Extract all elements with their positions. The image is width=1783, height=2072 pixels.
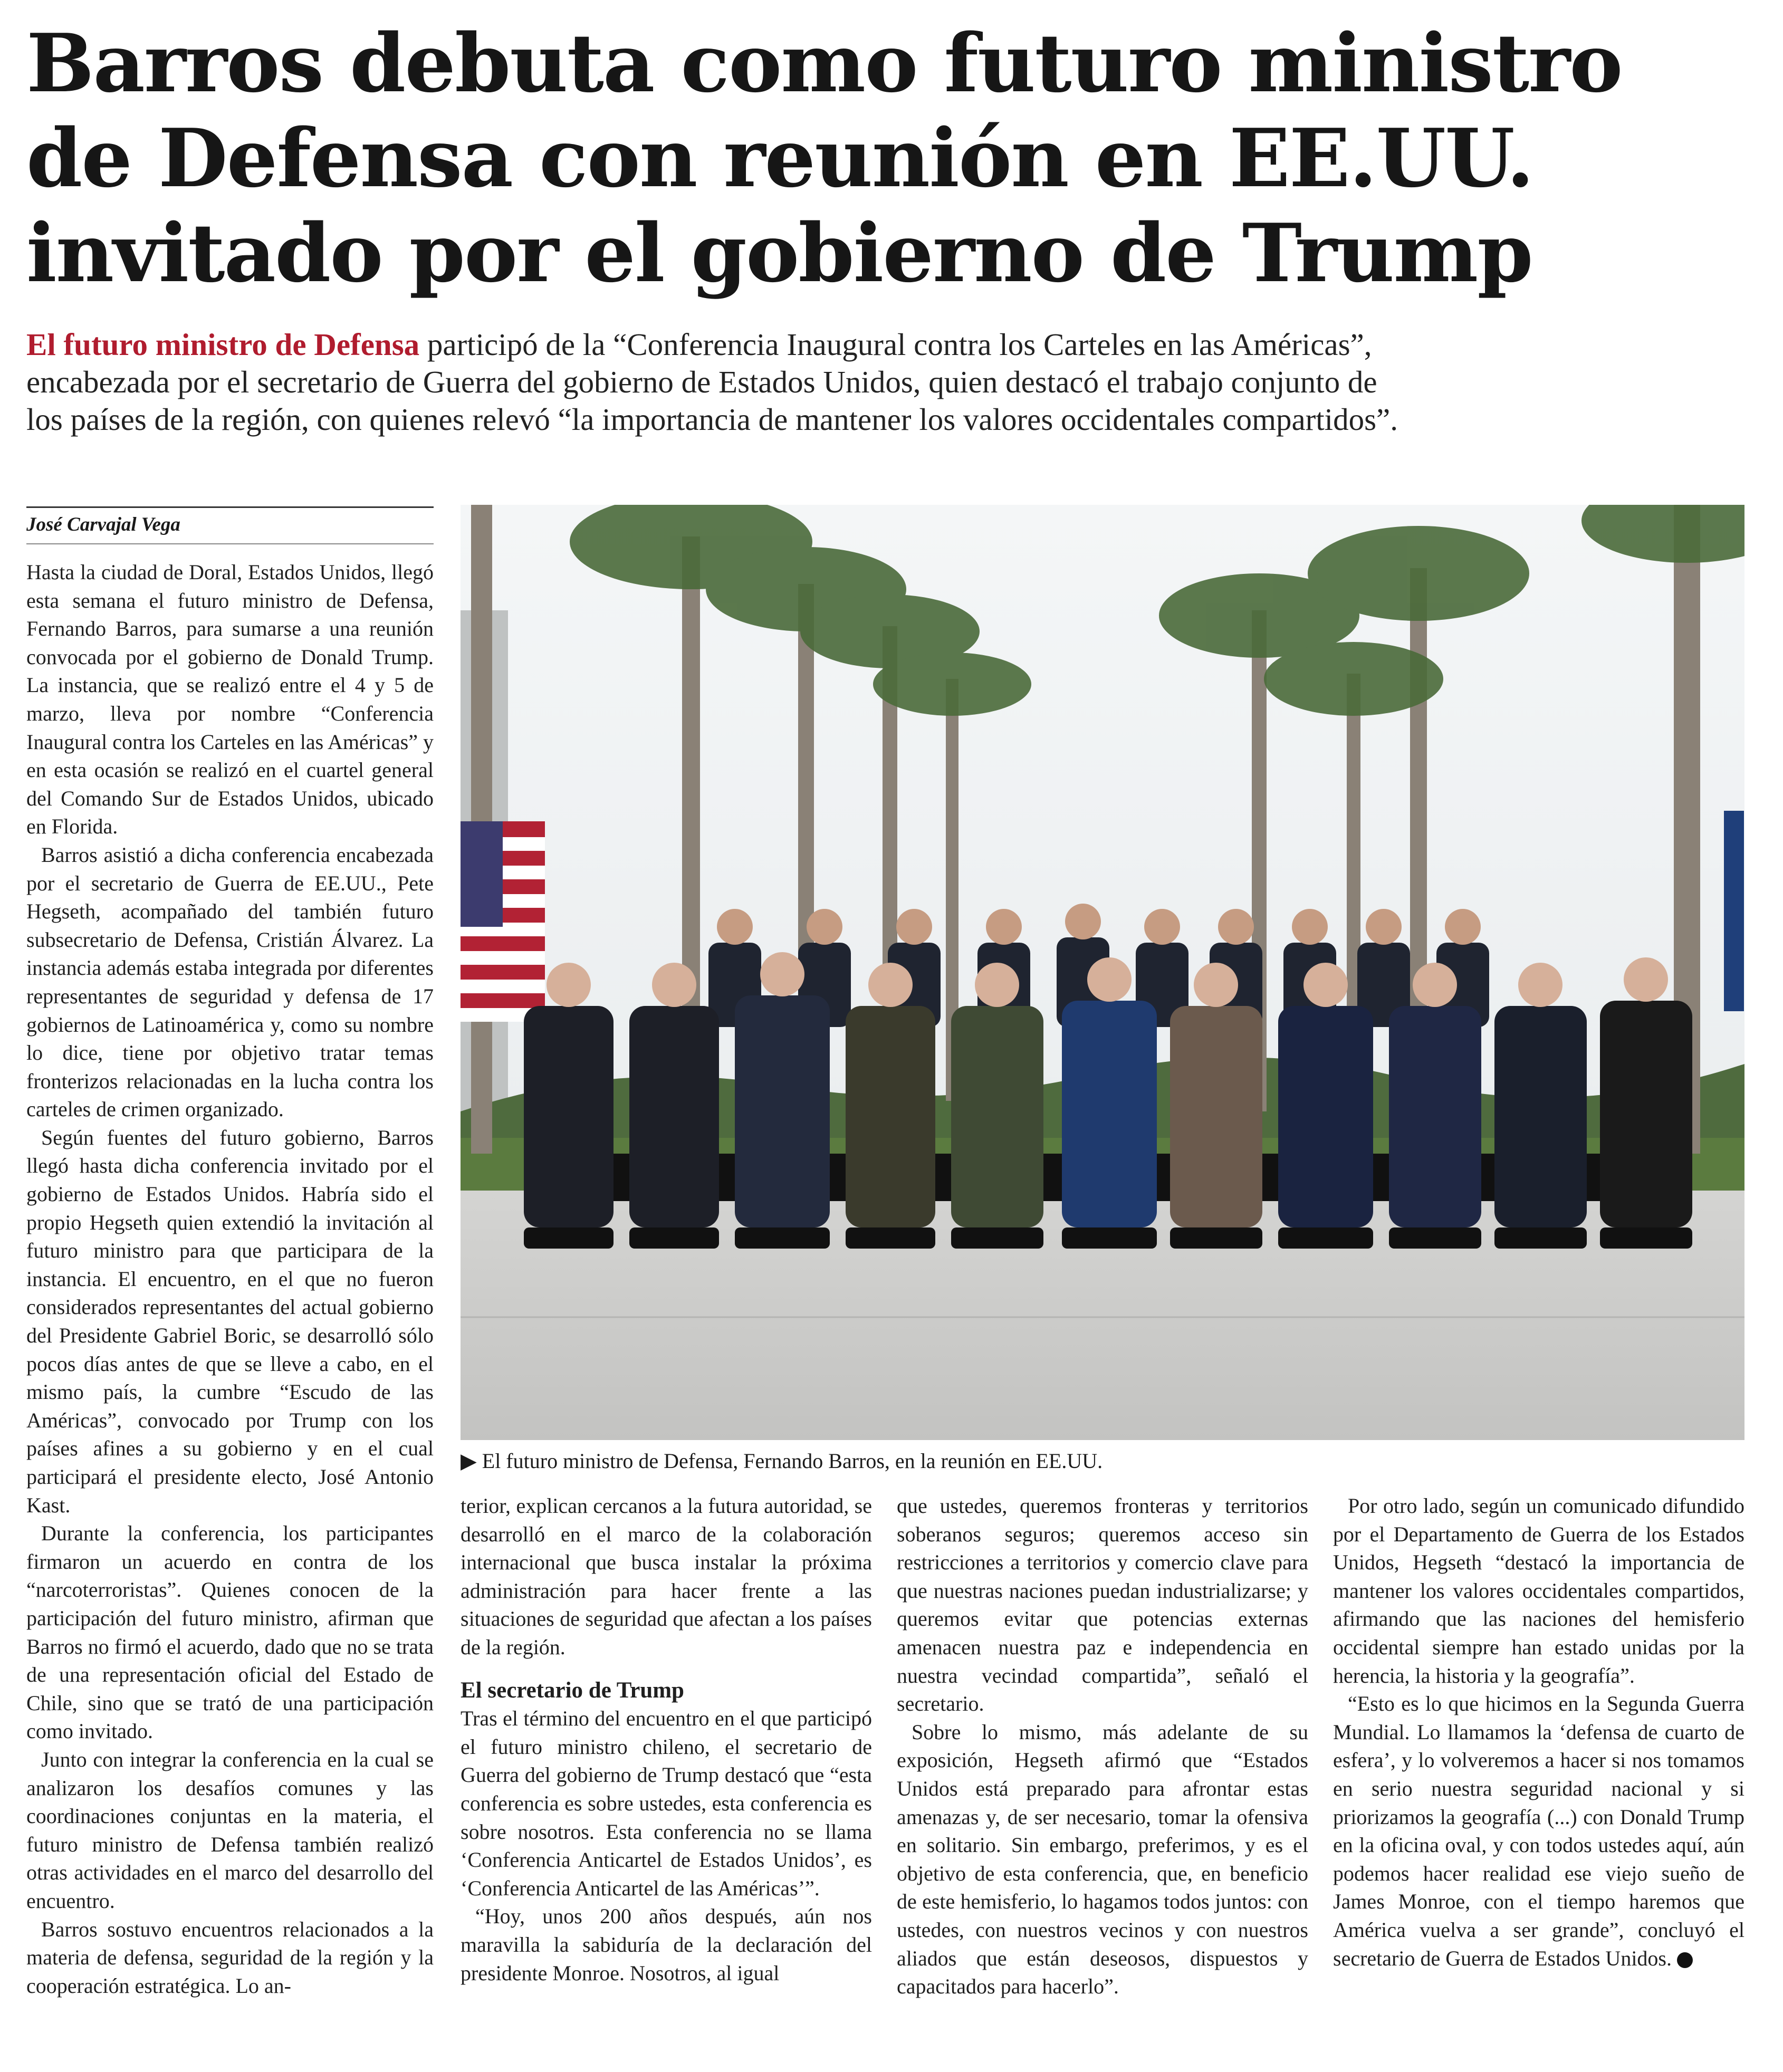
column-2 — [461, 1492, 872, 1987]
body-paragraph: Durante la conferencia, los participantes firmaron un acuerdo en contra de los “narcoterroristas”. Quienes conocen de la participación del futuro ministro, afirman que Barros no firmó el acuerdo, dado que no se trata de una representación oficial del Estado de Chile, sino que se trató de una participación como invitado. — [26, 1521, 434, 1743]
body-paragraph: que ustedes, queremos fronteras y territorios soberanos seguros; queremos acceso sin restricciones a territorios y comercio clave para que nuestras naciones puedan industrializarse; y queremos evitar que potencias externas amenacen nuestra paz e independencia en nuestra vecindad compartida”, señaló el secretario. — [897, 1494, 1308, 1716]
column-4 — [1333, 1492, 1744, 1972]
subhead: El secretario de Trump — [461, 1677, 684, 1703]
body-paragraph: Barros sostuvo encuentros relacionados a la materia de defensa, seguridad de la región y la cooperación estratégica. Lo an- — [26, 1917, 434, 1998]
headline — [26, 16, 1757, 301]
end-mark-icon — [1677, 1952, 1693, 1968]
photo-caption: ▶ El futuro ministro de Defensa, Fernando Barros, en la reunión en EE.UU. — [461, 1449, 1103, 1473]
body-paragraph: Junto con integrar la conferencia en la cual se analizaron los desafíos comunes y las coordinaciones conjuntas en la materia, el futuro ministro de Defensa también realizó otras actividades en el marco del desarrollo del encuentro. — [26, 1747, 434, 1913]
group-photo — [461, 505, 1744, 1440]
body-paragraph: Según fuentes del futuro gobierno, Barros llegó hasta dicha conferencia invitado por el gobierno de Estados Unidos. Habría sido el propio Hegseth quien extendió la invitación al futuro ministro para que participara de la instancia. El encuentro, en el que no fueron considerados representantes del actual gobierno del Presidente Gabriel Boric, se desarrolló sólo pocos días antes de que se lleve a cabo, en el mismo país, la cumbre “Escudo de las Américas”, convocado por Trump con los países afines a su gobierno y en el cual participará el presidente electo, José Antonio Kast. — [26, 1125, 434, 1517]
lead-line-1-text: participó de la “Conferencia Inaugural contra los Carteles en las Américas”, — [419, 327, 1372, 362]
headline-line-1: Barros debuta como futuro ministro — [26, 16, 1622, 110]
byline-rule — [26, 506, 434, 508]
column-3 — [897, 1492, 1308, 2001]
headline-line-2: de Defensa con reunión en EE.UU. — [26, 111, 1533, 205]
headline-line-3: invitado por el gobierno de Trump — [26, 206, 1532, 300]
body-paragraph — [1333, 1690, 1744, 1972]
byline-rule-bottom — [26, 543, 434, 544]
body-paragraph: Hasta la ciudad de Doral, Estados Unidos, llegó esta semana el futuro ministro de Defensa, Fernando Barros, para sumarse a una reunión convocada por el gobierno de Donald Trump. La instancia, que se realizó entre el 4 y 5 de marzo, lleva por nombre “Conferencia Inaugural contra los Carteles en las Américas” y en esta ocasión se realizó en el cuartel general del Comando Sur de Estados Unidos, ubicado en Florida. — [26, 560, 434, 839]
body-paragraph: Sobre lo mismo, más adelante de su exposición, Hegseth afirmó que “Estados Unidos está preparado para afrontar estas amenazas y, de ser necesario, tomar la ofensiva en solitario. Sin embargo, preferimos, y es el objetivo de esta conferencia, que, en beneficio de este hemisferio, lo hagamos todos juntos: con ustedes, con nuestros vecinos y con nuestros aliados que están deseosos, dispuestos y capacitados para hacerlo”. — [897, 1720, 1308, 1999]
body-paragraph: Barros asistió a dicha conferencia encabezada por el secretario de Guerra de EE.UU., Pete Hegseth, acompañado del también futuro subsecretario de Defensa, Cristián Álvarez. La instancia además estaba integrada por diferentes representantes de seguridad y defensa de 17 gobiernos de Latinoamérica y, como su nombre lo dice, tiene por objetivo tratar temas fronterizos relacionadas en la lucha contra los carteles de crimen organizado. — [26, 842, 434, 1121]
lead-line-1 — [26, 326, 1757, 363]
body-paragraph: Tras el término del encuentro en el que participó el futuro ministro chileno, el secretario de Guerra del gobierno de Trump destacó que “esta conferencia es sobre ustedes, esta conferencia es sobre nosotros. Esta conferencia no se llama ‘Conferencia Anticartel de Estados Unidos’, es ‘Conferencia Anticartel de las Américas’”. — [461, 1706, 872, 1900]
body-paragraph: terior, explican cercanos a la futura autoridad, se desarrolló en el marco de la colaboración internacional que busca instalar la próxima administración para hacer frente a las situaciones de seguridad que afectan a los países de la región. — [461, 1494, 872, 1659]
closing-text: “Esto es lo que hicimos en la Segunda Guerra Mundial. Lo llamamos la ‘defensa de cuarto de esfera’, y lo volveremos a hacer si nos tomamos en serio nuestra seguridad nacional y si priorizamos la geografía (...) con Donald Trump en la oficina oval, y con todos ustedes aquí, aún podemos hacer realidad ese viejo sueño de James Monroe, con el tiempo haremos que América vuelva a ser grande”, concluyó el secretario de Guerra de Estados Unidos. — [1333, 1692, 1744, 1970]
body-paragraph: Por otro lado, según un comunicado difundido por el Departamento de Guerra de los Estados Unidos, Hegseth “destacó la importancia de mantener los valores occidentales compartidos, afirmando que las naciones del hemisferio occidental siempre han estado unidas por la herencia, la historia y la geografía”. — [1333, 1494, 1744, 1687]
lead-line-3: los países de la región, con quienes relevó “la importancia de mantener los valores occidentales compartidos”. — [26, 402, 1398, 437]
column-1 — [26, 558, 434, 2000]
body-paragraph: “Hoy, unos 200 años después, aún nos maravilla la sabiduría de la declaración del presidente Monroe. Nosotros, al igual — [461, 1904, 872, 1985]
byline: José Carvajal Vega — [26, 514, 180, 535]
lead-kicker: El futuro ministro de Defensa — [26, 327, 420, 362]
lead-line-2: encabezada por el secretario de Guerra del gobierno de Estados Unidos, quien destacó el trabajo conjunto de — [26, 364, 1377, 399]
lead-paragraph — [26, 326, 1757, 438]
